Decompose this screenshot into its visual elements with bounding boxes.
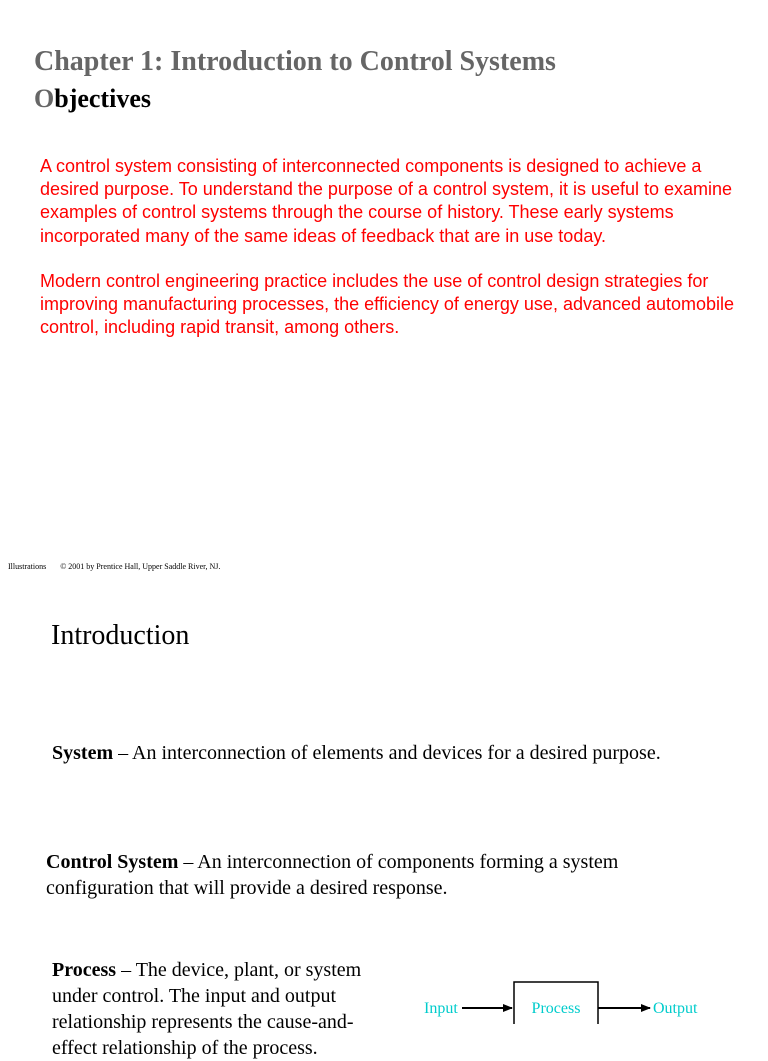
footer-copyright: © 2001 by Prentice Hall, Upper Saddle River, NJ. bbox=[60, 562, 221, 571]
objectives-paragraph-2: Modern control engineering practice includes the use of control design strategies for improving manufacturing processes, the efficiency of energy use, advanced automobile control, including rapid transit, among others. bbox=[40, 271, 735, 338]
diagram-output-label: Output bbox=[653, 1000, 698, 1017]
system-term: System bbox=[52, 742, 114, 764]
objectives-paragraph-1: A control system consisting of interconnected components is designed to achieve a desired purpose. To understand the purpose of a control system, it is useful to examine examples of control systems through the course of history. These early systems incorporated many of the same ideas of feedback that are in use today. bbox=[40, 156, 733, 246]
objectives-heading-rest: bjectives bbox=[54, 84, 151, 113]
diagram-input-label: Input bbox=[424, 1000, 458, 1017]
process-block-diagram bbox=[418, 978, 718, 1024]
objectives-heading-initial: O bbox=[34, 84, 55, 113]
control-system-definition-text: – An interconnection of components forming a system configuration that will provide a desired response. bbox=[46, 851, 619, 899]
system-definition-text: – An interconnection of elements and devices for a desired purpose. bbox=[113, 742, 661, 764]
slide-footer bbox=[8, 562, 220, 571]
control-system-definition bbox=[46, 849, 706, 901]
objectives-heading bbox=[34, 82, 151, 116]
process-term: Process bbox=[52, 959, 117, 981]
introduction-title: Introduction bbox=[51, 620, 190, 651]
chapter-title: Chapter 1: Introduction to Control Systems bbox=[34, 46, 556, 77]
footer-illustrations: Illustrations bbox=[8, 562, 47, 571]
process-definition-text: – The device, plant, or system under control. The input and output relationship represents the cause-and-effect relationship of the process. bbox=[52, 959, 362, 1059]
control-system-term: Control System bbox=[46, 851, 179, 873]
diagram-process-label: Process bbox=[531, 1000, 581, 1017]
system-definition bbox=[52, 740, 752, 766]
process-definition bbox=[52, 957, 392, 1061]
